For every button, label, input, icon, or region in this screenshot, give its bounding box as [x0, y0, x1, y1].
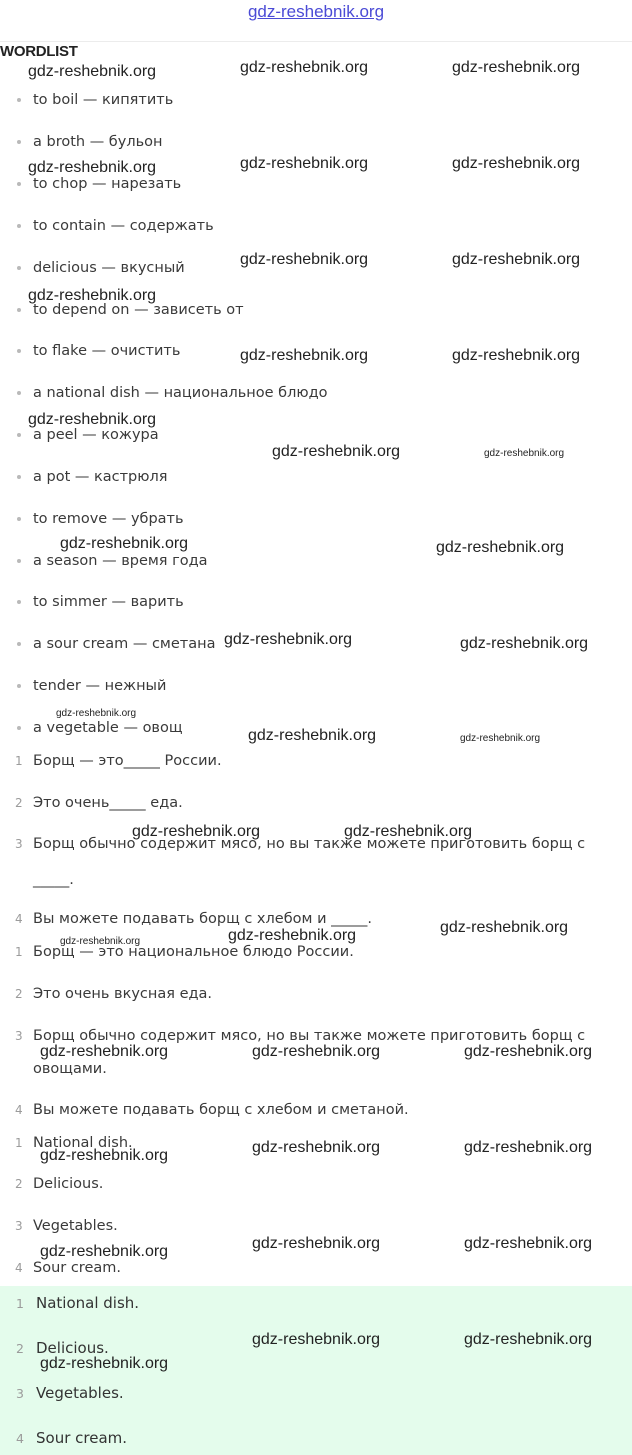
- bullet-icon: [17, 349, 21, 353]
- watermark: gdz-reshebnik.org: [60, 535, 189, 552]
- watermark: gdz-reshebnik.org: [28, 287, 157, 304]
- filled-item: 4 Вы можете подавать борщ с хлебом и сметаной.: [15, 1102, 409, 1118]
- bullet-icon: [17, 98, 21, 102]
- watermark: gdz-reshebnik.org: [452, 347, 581, 364]
- filled-item: 1 Борщ — это национальное блюдо России.: [15, 944, 354, 960]
- watermark: gdz-reshebnik.org: [452, 59, 581, 76]
- watermark: gdz-reshebnik.org: [484, 448, 565, 459]
- highlight-answer-item: 1 National dish.: [16, 1294, 140, 1312]
- watermark: gdz-reshebnik.org: [40, 1355, 169, 1372]
- watermark: gdz-reshebnik.org: [436, 539, 565, 556]
- watermark: gdz-reshebnik.org: [252, 1235, 381, 1252]
- wordlist-item: tender — нежный: [17, 678, 166, 694]
- watermark: gdz-reshebnik.org: [40, 1147, 169, 1164]
- exercise-item: 3 Борщ обычно содержит мясо, но вы также можете приготовить борщ с: [15, 836, 586, 852]
- wordlist-item: a vegetable — овощ: [17, 720, 183, 736]
- bullet-icon: [17, 433, 21, 437]
- watermark: gdz-reshebnik.org: [464, 1331, 593, 1348]
- short-answer-item: 3 Vegetables.: [15, 1218, 118, 1234]
- watermark: gdz-reshebnik.org: [252, 1139, 381, 1156]
- exercise-item: 1 Борщ — это_____ России.: [15, 753, 222, 769]
- watermark: gdz-reshebnik.org: [40, 1043, 169, 1060]
- bullet-icon: [17, 600, 21, 604]
- short-answer-item: 4 Sour cream.: [15, 1260, 121, 1276]
- bullet-icon: [17, 308, 21, 312]
- exercise-item-continuation: _____.: [33, 872, 74, 888]
- watermark: gdz-reshebnik.org: [252, 1043, 381, 1060]
- watermark: gdz-reshebnik.org: [28, 159, 157, 176]
- watermark: gdz-reshebnik.org: [224, 631, 353, 648]
- wordlist-item: a peel — кожура: [17, 427, 159, 443]
- wordlist-item: a season — время года: [17, 553, 208, 569]
- bullet-icon: [17, 224, 21, 228]
- wordlist-item: a sour cream — сметана: [17, 636, 215, 652]
- watermark: gdz-reshebnik.org: [60, 936, 141, 947]
- highlight-answer-item: 4 Sour cream.: [16, 1429, 128, 1447]
- watermark: gdz-reshebnik.org: [440, 919, 569, 936]
- site-link[interactable]: gdz-reshebnik.org: [247, 2, 385, 21]
- wordlist-item: a national dish — национальное блюдо: [17, 385, 327, 401]
- wordlist-item: to simmer — варить: [17, 594, 184, 610]
- wordlist-item: a pot — кастрюля: [17, 469, 167, 485]
- watermark: gdz-reshebnik.org: [240, 59, 369, 76]
- wordlist-item: to flake — очистить: [17, 343, 180, 359]
- watermark: gdz-reshebnik.org: [464, 1235, 593, 1252]
- watermark: gdz-reshebnik.org: [272, 443, 401, 460]
- short-answer-item: 1 National dish.: [15, 1135, 133, 1151]
- highlight-answer-item: 3 Vegetables.: [16, 1384, 124, 1402]
- watermark: gdz-reshebnik.org: [28, 63, 157, 80]
- watermark: gdz-reshebnik.org: [460, 733, 541, 744]
- top-divider: [0, 41, 632, 42]
- bullet-icon: [17, 140, 21, 144]
- bullet-icon: [17, 266, 21, 270]
- watermark: gdz-reshebnik.org: [240, 251, 369, 268]
- wordlist-item: to contain — содержать: [17, 218, 214, 234]
- bullet-icon: [17, 182, 21, 186]
- wordlist-item: delicious — вкусный: [17, 260, 185, 276]
- bullet-icon: [17, 726, 21, 730]
- watermark: gdz-reshebnik.org: [252, 1331, 381, 1348]
- watermark: gdz-reshebnik.org: [464, 1043, 593, 1060]
- bullet-icon: [17, 475, 21, 479]
- filled-item-continuation: овощами.: [33, 1061, 107, 1077]
- watermark: gdz-reshebnik.org: [40, 1243, 169, 1260]
- watermark: gdz-reshebnik.org: [132, 823, 261, 840]
- watermark: gdz-reshebnik.org: [56, 708, 137, 719]
- highlight-answer-item: 2 Delicious.: [16, 1339, 109, 1357]
- watermark: gdz-reshebnik.org: [460, 635, 589, 652]
- filled-item: 2 Это очень вкусная еда.: [15, 986, 213, 1002]
- wordlist-title: WORDLIST: [0, 43, 78, 60]
- watermark: gdz-reshebnik.org: [248, 727, 377, 744]
- watermark: gdz-reshebnik.org: [240, 155, 369, 172]
- wordlist-item: to boil — кипятить: [17, 92, 173, 108]
- watermark: gdz-reshebnik.org: [228, 927, 357, 944]
- watermark: gdz-reshebnik.org: [452, 251, 581, 268]
- bullet-icon: [17, 391, 21, 395]
- wordlist-item: to depend on — зависеть от: [17, 302, 244, 318]
- watermark: gdz-reshebnik.org: [344, 823, 473, 840]
- bullet-icon: [17, 642, 21, 646]
- exercise-item: 2 Это очень_____ еда.: [15, 795, 183, 811]
- watermark: gdz-reshebnik.org: [240, 347, 369, 364]
- bullet-icon: [17, 559, 21, 563]
- watermark: gdz-reshebnik.org: [28, 411, 157, 428]
- wordlist-item: to chop — нарезать: [17, 176, 181, 192]
- exercise-item: 4 Вы можете подавать борщ с хлебом и _____.: [15, 911, 372, 927]
- filled-item: 3 Борщ обычно содержит мясо, но вы также можете приготовить борщ с: [15, 1028, 586, 1044]
- bullet-icon: [17, 684, 21, 688]
- short-answer-item: 2 Delicious.: [15, 1176, 104, 1192]
- wordlist-item: a broth — бульон: [17, 134, 163, 150]
- bullet-icon: [17, 517, 21, 521]
- watermark: gdz-reshebnik.org: [452, 155, 581, 172]
- watermark: gdz-reshebnik.org: [464, 1139, 593, 1156]
- wordlist-item: to remove — убрать: [17, 511, 184, 527]
